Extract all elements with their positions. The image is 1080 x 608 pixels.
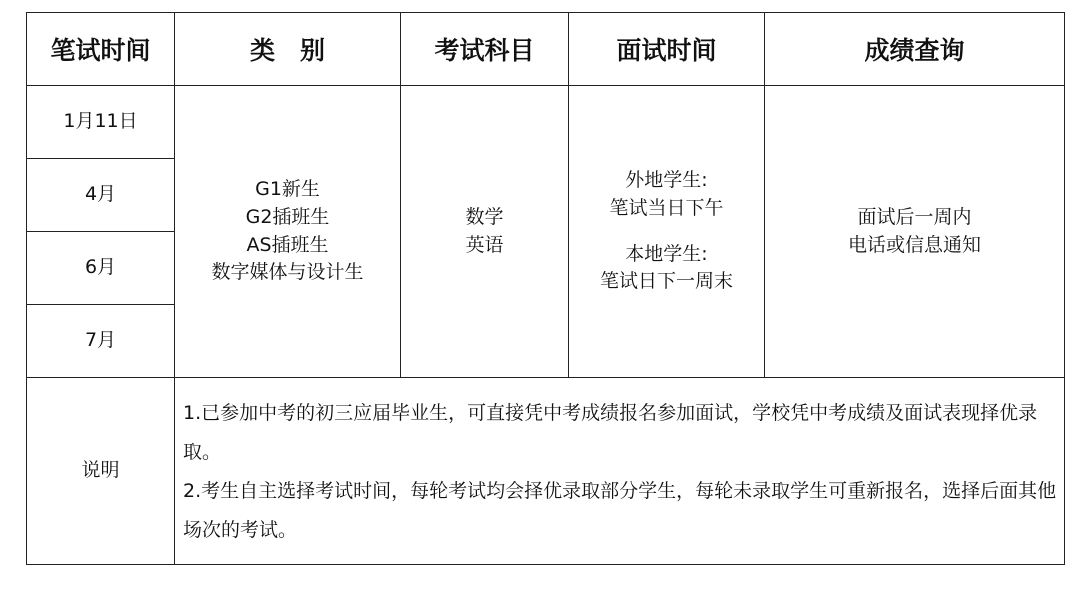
date-cell: 7月 xyxy=(27,305,175,378)
header-score-inquiry: 成绩查询 xyxy=(765,13,1065,86)
note-item: 2.考生自主选择考试时间，每轮考试均会择优录取部分学生，每轮未录取学生可重新报名，选择后面其他场次的考试。 xyxy=(183,479,1057,541)
date-cell: 6月 xyxy=(27,232,175,305)
subject-item: 数学 xyxy=(465,205,504,228)
interview-time-cell xyxy=(569,86,765,378)
notes-label: 说明 xyxy=(27,378,175,565)
header-exam-subjects: 考试科目 xyxy=(401,13,569,86)
score-line-2: 电话或信息通知 xyxy=(847,233,981,256)
category-item: G2插班生 xyxy=(245,205,330,228)
category-item: G1新生 xyxy=(255,178,320,201)
category-cell xyxy=(175,86,401,378)
header-interview-time: 面试时间 xyxy=(569,13,765,86)
category-item: AS插班生 xyxy=(246,233,329,256)
notes-row xyxy=(27,378,1065,565)
header-category: 类 别 xyxy=(175,13,401,86)
score-inquiry-cell xyxy=(765,86,1065,378)
non-local-label: 外地学生: xyxy=(625,169,708,192)
date-cell: 1月11日 xyxy=(27,86,175,159)
local-time: 笔试日下一周末 xyxy=(599,270,733,293)
score-line-1: 面试后一周内 xyxy=(857,205,972,228)
notes-text xyxy=(175,378,1065,565)
subjects-cell xyxy=(401,86,569,378)
date-cell: 4月 xyxy=(27,159,175,232)
table-row xyxy=(27,86,1065,159)
category-item: 数字媒体与设计生 xyxy=(211,261,364,284)
local-label: 本地学生: xyxy=(625,242,708,265)
header-written-exam-time: 笔试时间 xyxy=(27,13,175,86)
note-item: 1.已参加中考的初三应届毕业生，可直接凭中考成绩报名参加面试，学校凭中考成绩及面试表现择优录取。 xyxy=(183,402,1038,463)
admission-schedule-table xyxy=(26,12,1065,565)
header-row xyxy=(27,13,1065,86)
non-local-time: 笔试当日下午 xyxy=(609,196,724,219)
subject-item: 英语 xyxy=(465,233,504,256)
